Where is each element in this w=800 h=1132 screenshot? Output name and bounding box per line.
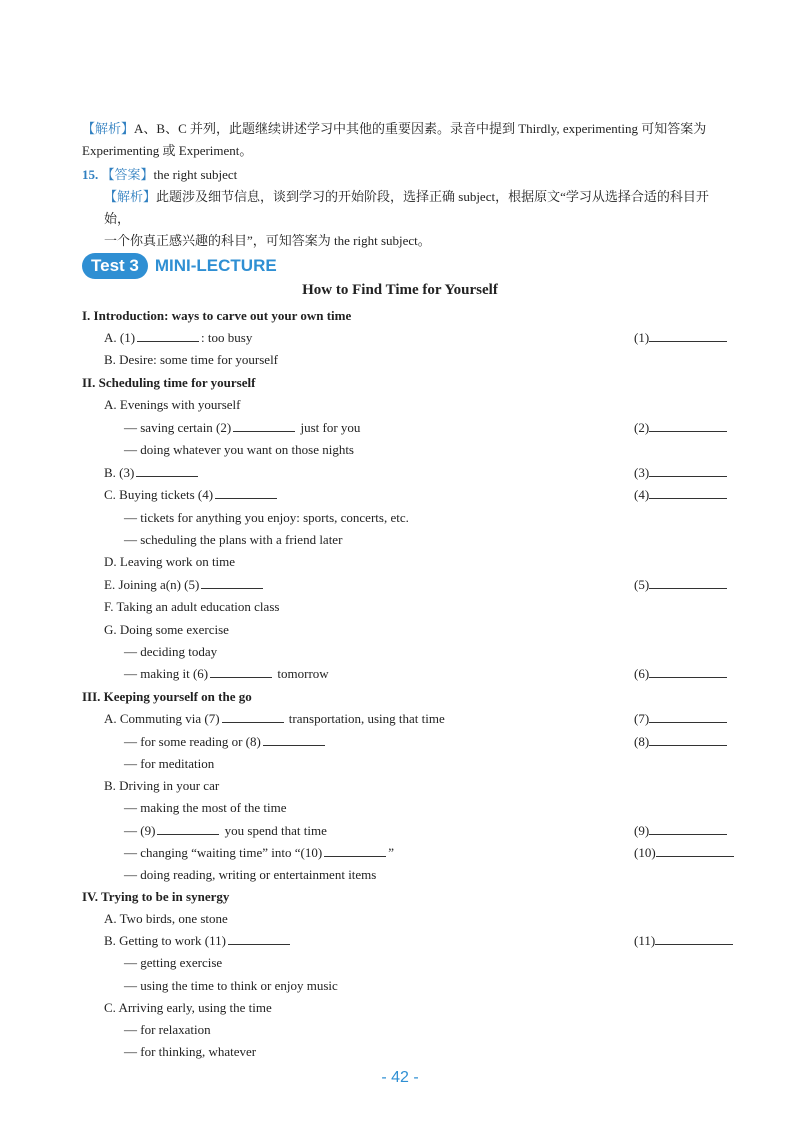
item-text: tomorrow (277, 666, 329, 681)
outline-item (104, 710, 445, 728)
outline-subitem: — deciding today (124, 644, 218, 659)
answer-label: (6) (634, 666, 650, 681)
outline-item (104, 576, 265, 594)
answer-blank[interactable] (634, 464, 727, 482)
outline-item (104, 932, 292, 950)
item-text: A. Commuting via (7) (104, 711, 220, 726)
explanation-text: Experimenting 或 Experiment。 (82, 143, 253, 158)
outline-item: A. Evenings with yourself (104, 397, 241, 412)
explanation-text: A、B、C 并列，此题继续讲述学习中其他的重要因素。录音中提到 Thirdly, experimenting 可知答案为 (134, 121, 707, 136)
answer-line (656, 844, 734, 857)
outline-subitem: — doing reading, writing or entertainment items (124, 867, 377, 882)
answer-label: (8) (634, 734, 650, 749)
explanation-text: 此题涉及细节信息，谈到学习的开始阶段，选择正确 subject，根据原文“学习从选择合适的科目开始， (104, 189, 709, 226)
answer-line (649, 576, 727, 589)
blank-line (137, 329, 199, 342)
answer-label: (9) (634, 823, 650, 838)
answer-blank[interactable] (634, 733, 727, 751)
answer-line (655, 932, 733, 945)
answer-label: (3) (634, 465, 650, 480)
answer-blank[interactable] (634, 844, 734, 862)
outline-subitem (124, 419, 360, 437)
item-text: just for you (300, 420, 361, 435)
item-text: transportation, using that time (288, 711, 445, 726)
blank-line (136, 464, 198, 477)
answer-line (649, 486, 727, 499)
outline-subitem: — scheduling the plans with a friend later (124, 532, 343, 547)
answer-line (649, 822, 727, 835)
answer-label: (2) (634, 420, 650, 435)
answer-blank[interactable] (634, 486, 727, 504)
item-text: — making it (6) (124, 666, 209, 681)
outline-heading: III. Keeping yourself on the go (82, 689, 252, 704)
outline-item: A. Two birds, one stone (104, 911, 228, 926)
outline-item: B. Driving in your car (104, 778, 220, 793)
answer-15 (82, 164, 732, 186)
outline-subitem (124, 822, 327, 840)
item-text: A. (1) (104, 330, 136, 345)
outline-subitem (124, 844, 394, 862)
item-text: B. Getting to work (11) (104, 933, 226, 948)
answer-blank[interactable] (634, 576, 727, 594)
outline-subitem: — getting exercise (124, 955, 223, 970)
outline-heading: IV. Trying to be in synergy (82, 889, 230, 904)
answer-blank[interactable] (634, 419, 727, 437)
answer-tag: 【答案】 (101, 167, 154, 182)
outline-item (104, 486, 279, 504)
answer-blank[interactable] (634, 822, 727, 840)
outline-item: G. Doing some exercise (104, 622, 229, 637)
item-text: B. (3) (104, 465, 135, 480)
blank-line (215, 486, 277, 499)
outline-item: F. Taking an adult education class (104, 599, 280, 614)
blank-line (201, 576, 263, 589)
section-label: MINI-LECTURE (154, 256, 277, 275)
explanation-15 (104, 186, 734, 252)
answer-line (649, 419, 727, 432)
section-banner (82, 253, 277, 279)
question-number: 15. (82, 167, 99, 182)
answer-text: the right subject (153, 167, 238, 182)
item-text: C. Buying tickets (4) (104, 487, 214, 502)
blank-line (222, 710, 284, 723)
outline-subitem (124, 733, 327, 751)
outline-item: B. Desire: some time for yourself (104, 352, 279, 367)
answer-label: (1) (634, 330, 650, 345)
outline-item: D. Leaving work on time (104, 554, 236, 569)
outline-subitem (124, 665, 329, 683)
blank-line (263, 733, 325, 746)
answer-line (649, 710, 727, 723)
item-text: : too busy (201, 330, 253, 345)
item-text: — changing “waiting time” into “(10) (124, 845, 323, 860)
answer-line (649, 733, 727, 746)
blank-line (233, 419, 295, 432)
answer-label: (10) (634, 845, 656, 860)
answer-blank[interactable] (634, 710, 727, 728)
answer-blank[interactable] (634, 665, 727, 683)
test-label: Test 3 (82, 253, 148, 279)
page-number: - 42 - (381, 1069, 419, 1086)
answer-label: (7) (634, 711, 650, 726)
outline-subitem: — for relaxation (124, 1022, 211, 1037)
outline-item (104, 464, 200, 482)
blank-line (157, 822, 219, 835)
answer-label: (4) (634, 487, 650, 502)
blank-line (324, 844, 386, 857)
answer-line (649, 464, 727, 477)
item-text: — for some reading or (8) (124, 734, 261, 749)
outline-item: C. Arriving early, using the time (104, 1000, 272, 1015)
analysis-tag: 【解析】 (82, 121, 135, 136)
answer-blank[interactable] (634, 329, 727, 347)
outline-subitem: — doing whatever you want on those nights (124, 442, 354, 457)
outline-heading: II. Scheduling time for yourself (82, 375, 256, 390)
answer-label: (11) (634, 933, 656, 948)
outline-heading: I. Introduction: ways to carve out your own time (82, 308, 352, 323)
blank-line (210, 665, 272, 678)
explanation-14 (82, 118, 732, 162)
outline-subitem: — making the most of the time (124, 800, 287, 815)
outline-subitem: — for meditation (124, 756, 215, 771)
explanation-text: 一个你真正感兴趣的科目”，可知答案为 the right subject。 (104, 233, 431, 248)
answer-line (649, 665, 727, 678)
item-text: E. Joining a(n) (5) (104, 577, 200, 592)
outline-subitem: — tickets for anything you enjoy: sports, concerts, etc. (124, 510, 409, 525)
item-text: you spend that time (224, 823, 327, 838)
item-text: ” (388, 845, 394, 860)
blank-line (228, 932, 290, 945)
item-text: — (9) (124, 823, 156, 838)
analysis-tag: 【解析】 (104, 189, 157, 204)
outline-item (104, 329, 252, 347)
outline-subitem: — using the time to think or enjoy music (124, 978, 338, 993)
item-text: — saving certain (2) (124, 420, 232, 435)
lecture-title: How to Find Time for Yourself (302, 282, 498, 298)
outline-subitem: — for thinking, whatever (124, 1044, 257, 1059)
answer-label: (5) (634, 577, 650, 592)
answer-line (649, 329, 727, 342)
answer-blank[interactable] (634, 932, 733, 950)
